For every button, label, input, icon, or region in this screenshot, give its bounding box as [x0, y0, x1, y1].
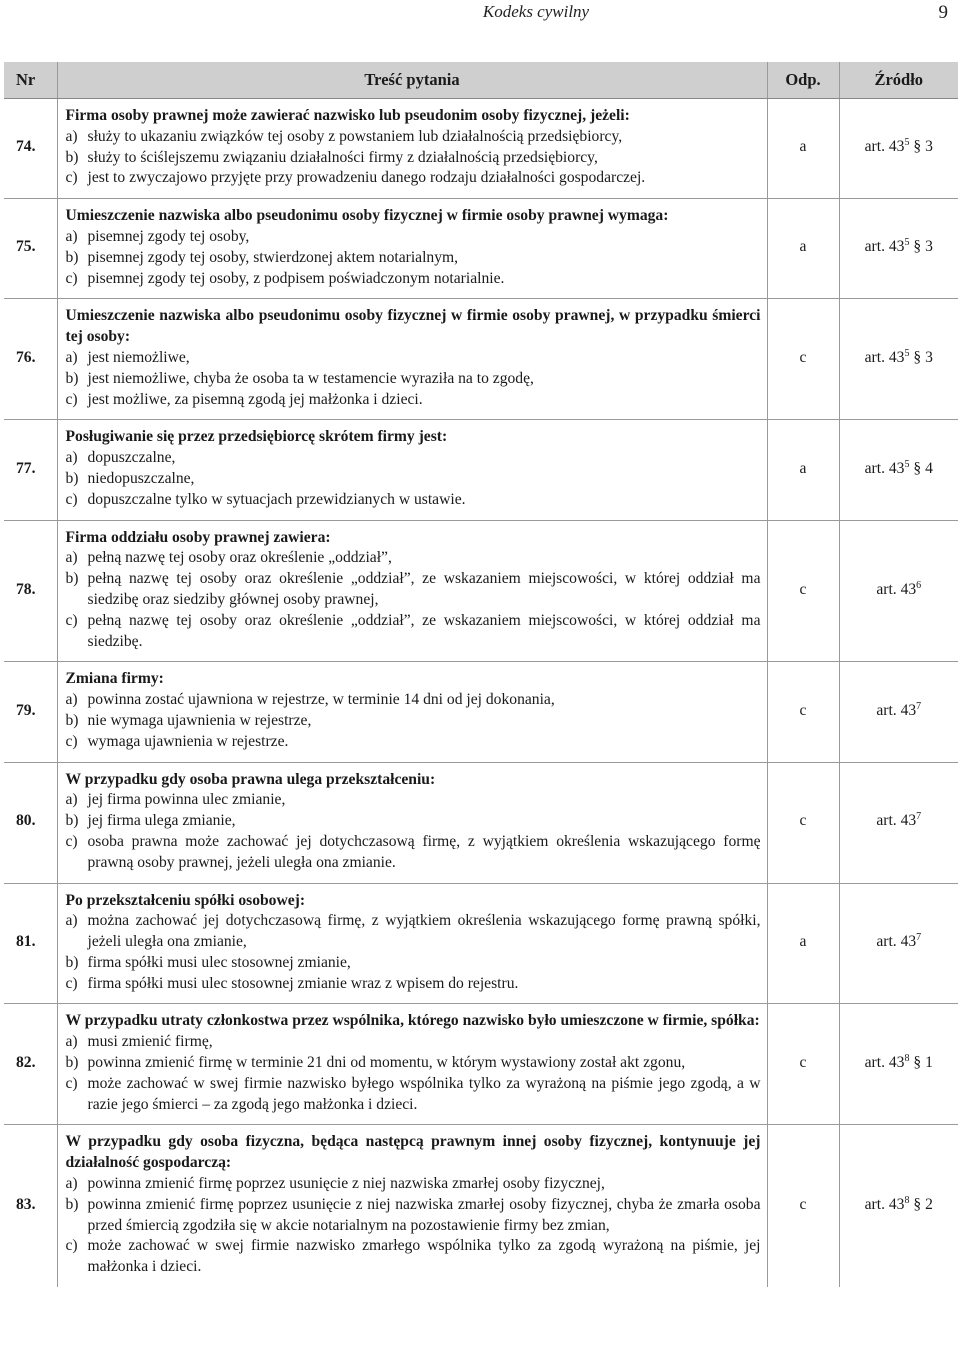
source-cell [839, 883, 958, 1004]
source-article: art. 43 [864, 138, 905, 156]
option-letter: b) [65, 148, 79, 166]
question-row [4, 99, 958, 199]
source-cell [839, 99, 958, 199]
option-text: powinna zmienić firmę w terminie 21 dni od momentu, w którym wystawiony został akt zgonu, [87, 1054, 686, 1072]
source-superscript: 7 [916, 700, 922, 712]
question-content [57, 199, 767, 299]
option-text: nie wymaga ujawnienia w rejestrze, [87, 711, 312, 729]
question-number: 78. [4, 520, 57, 662]
question-row [4, 662, 958, 762]
option-c [66, 974, 761, 995]
question-text: W przypadku gdy osoba prawna ulega przekształceniu: [65, 770, 436, 788]
option-text: służy to ściślejszemu związaniu działalności firmy z działalnością przedsiębiorcy, [87, 148, 598, 166]
source-article: art. 43 [876, 580, 917, 598]
option-letter: a) [65, 791, 78, 809]
question-text: W przypadku utraty członkostwa przez wspólnika, którego nazwisko było umieszczone w firmie, spółka: [65, 1012, 760, 1030]
option-b [66, 369, 761, 390]
option-text: jej firma powinna ulec zmianie, [87, 791, 286, 809]
option-letter: a) [65, 127, 78, 145]
question-content [57, 420, 767, 520]
source-superscript: 8 [904, 1052, 910, 1064]
option-letter: a) [65, 1175, 78, 1193]
option-text: dopuszczalne tylko w sytuacjach przewidzianych w ustawie. [87, 490, 466, 508]
option-letter: a) [65, 912, 78, 930]
question-content [57, 762, 767, 883]
source-paragraph: § 4 [909, 459, 933, 477]
option-text: pisemnej zgody tej osoby, [87, 227, 250, 245]
option-letter: a) [65, 549, 78, 567]
option-b [66, 811, 761, 832]
option-b [66, 469, 761, 490]
question-number: 82. [4, 1004, 57, 1125]
source-superscript: 7 [916, 810, 922, 822]
option-letter: c) [65, 1074, 78, 1092]
option-b [66, 1053, 761, 1074]
question-text: W przypadku gdy osoba fizyczna, będąca następcą prawnym innej osoby fizycznej, kontynuuje jej działalność gospodarczą: [65, 1133, 761, 1172]
answer-cell: a [767, 199, 839, 299]
source-paragraph: § 3 [909, 138, 933, 156]
question-row [4, 199, 958, 299]
source-article: art. 43 [876, 701, 917, 719]
question-row [4, 1125, 958, 1287]
question-number: 79. [4, 662, 57, 762]
option-text: wymaga ujawnienia w rejestrze. [87, 732, 289, 750]
option-text: dopuszczalne, [87, 449, 176, 467]
answer-cell: c [767, 520, 839, 662]
source-paragraph: § 3 [909, 238, 933, 256]
option-letter: c) [65, 390, 78, 408]
option-b [66, 148, 761, 169]
option-letter: b) [65, 953, 79, 971]
question-text: Po przekształceniu spółki osobowej: [65, 891, 306, 909]
table-header-row [4, 62, 958, 99]
option-text: służy to ukazaniu związków tej osoby z powstaniem lub działalnością przedsiębiorcy, [87, 127, 623, 145]
question-number: 77. [4, 420, 57, 520]
source-article: art. 43 [864, 238, 905, 256]
source-superscript: 5 [904, 237, 910, 249]
option-letter: c) [65, 732, 78, 750]
option-text: powinna zmienić firmę poprzez usunięcie z niej nazwiska zmarłej osoby fizycznej, [87, 1175, 605, 1193]
option-a [66, 690, 761, 711]
option-letter: b) [65, 570, 79, 588]
answer-cell: c [767, 299, 839, 420]
option-letter: c) [65, 169, 78, 187]
column-header-source: Źródło [839, 62, 958, 99]
question-row [4, 299, 958, 420]
source-cell [839, 1125, 958, 1287]
source-paragraph: § 3 [909, 348, 933, 366]
question-number: 76. [4, 299, 57, 420]
option-text: pełną nazwę tej osoby oraz określenie „oddział”, ze wskazaniem miejscowości, w której oddział ma siedzibę. [87, 611, 761, 650]
option-c [66, 269, 761, 290]
questions-body [4, 99, 958, 1288]
option-text: firma spółki musi ulec stosownej zmianie, [87, 953, 351, 971]
running-header [0, 0, 960, 30]
question-text: Umieszczenie nazwiska albo pseudonimu osoby fizycznej w firmie osoby prawnej wymaga: [65, 207, 669, 225]
question-content [57, 1004, 767, 1125]
option-letter: b) [65, 248, 79, 266]
source-paragraph: § 1 [909, 1054, 933, 1072]
source-superscript: 7 [916, 931, 922, 943]
answer-cell: c [767, 762, 839, 883]
option-b [66, 248, 761, 269]
running-title: Kodeks cywilny [482, 2, 590, 21]
option-a [66, 1032, 761, 1053]
column-header-content: Treść pytania [57, 62, 767, 99]
option-text: powinna zmienić firmę poprzez usunięcie z niej nazwiska zmarłej osoby fizycznej, chyba że zmarła osoba przed śmiercią zgodziła się w akcie notarialnym na pozostawienie firmy bez zmian, [87, 1195, 761, 1234]
answer-cell: a [767, 883, 839, 1004]
option-a [66, 1174, 761, 1195]
option-text: jej firma ulega zmianie, [87, 812, 236, 830]
option-text: można zachować jej dotychczasową firmę, z wyjątkiem określenia wskazującego formę prawną spółki, jeżeli uległa ona zmianie, [87, 912, 761, 951]
answer-cell: a [767, 99, 839, 199]
page-number: 9 [938, 2, 948, 23]
source-superscript: 5 [904, 458, 910, 470]
source-article: art. 43 [864, 459, 905, 477]
option-text: osoba prawna może zachować jej dotychczasową firmę, z wyjątkiem określenia wskazującego formę prawną osoby prawnej, jeżeli uległa ona zmianie. [87, 832, 761, 871]
question-text: Posługiwanie się przez przedsiębiorcę skrótem firmy jest: [65, 428, 448, 446]
option-c [66, 832, 761, 874]
option-letter: c) [65, 832, 78, 850]
column-header-answer: Odp. [767, 62, 839, 99]
question-row [4, 883, 958, 1004]
option-a [66, 911, 761, 953]
option-letter: c) [65, 1237, 78, 1255]
question-number: 81. [4, 883, 57, 1004]
option-b [66, 569, 761, 611]
question-text: Firma osoby prawnej może zawierać nazwisko lub pseudonim osoby fizycznej, jeżeli: [65, 107, 630, 124]
question-text: Firma oddziału osoby prawnej zawiera: [65, 528, 331, 546]
option-letter: b) [65, 1195, 79, 1213]
option-letter: b) [65, 369, 79, 387]
option-text: pełną nazwę tej osoby oraz określenie „oddział”, [87, 549, 392, 567]
option-text: musi zmienić firmę, [87, 1033, 213, 1051]
option-c [66, 490, 761, 511]
option-text: pisemnej zgody tej osoby, z podpisem poświadczonym notarialnie. [87, 269, 505, 287]
option-a [66, 348, 761, 369]
question-content [57, 883, 767, 1004]
option-b [66, 711, 761, 732]
option-a [66, 127, 761, 148]
option-letter: c) [65, 974, 78, 992]
source-superscript: 8 [904, 1194, 910, 1206]
option-letter: b) [65, 711, 79, 729]
source-article: art. 43 [876, 933, 917, 951]
question-number: 80. [4, 762, 57, 883]
question-content [57, 662, 767, 762]
option-text: firma spółki musi ulec stosownej zmianie wraz z wpisem do rejestru. [87, 974, 519, 992]
option-text: może zachować w swej firmie nazwisko byłego wspólnika tylko za wyrażoną na piśmie jego zgodą, a w razie jego śmierci – za zgodą jego małżonka i dzieci. [87, 1074, 761, 1113]
column-header-nr: Nr [4, 62, 57, 99]
question-number: 75. [4, 199, 57, 299]
answer-cell: c [767, 1004, 839, 1125]
option-letter: a) [65, 449, 78, 467]
option-text: jest możliwe, za pisemną zgodą jej małżonka i dzieci. [87, 390, 423, 408]
question-number: 83. [4, 1125, 57, 1287]
question-content [57, 1125, 767, 1287]
option-text: powinna zostać ujawniona w rejestrze, w terminie 14 dni od jej dokonania, [87, 691, 555, 709]
option-text: może zachować w swej firmie nazwisko zmarłego wspólnika tylko za zgodą wyrażoną na piśmie, jej małżonka i dzieci. [87, 1237, 761, 1276]
option-a [66, 548, 761, 569]
option-c [66, 168, 761, 189]
option-letter: a) [65, 348, 78, 366]
question-row [4, 1004, 958, 1125]
question-content [57, 299, 767, 420]
source-cell [839, 762, 958, 883]
source-cell [839, 420, 958, 520]
source-superscript: 6 [916, 579, 922, 591]
question-content [57, 520, 767, 662]
option-letter: c) [65, 490, 78, 508]
option-a [66, 790, 761, 811]
option-text: jest to zwyczajowo przyjęte przy prowadzeniu danego rodzaju działalności gospodarczej. [87, 169, 646, 187]
question-row [4, 520, 958, 662]
option-c [66, 1074, 761, 1116]
option-letter: a) [65, 1033, 78, 1051]
option-letter: c) [65, 611, 78, 629]
source-cell [839, 662, 958, 762]
option-text: niedopuszczalne, [87, 469, 195, 487]
source-superscript: 5 [904, 347, 910, 359]
source-article: art. 43 [864, 1195, 905, 1213]
source-article: art. 43 [864, 348, 905, 366]
option-b [66, 1195, 761, 1237]
source-cell [839, 1004, 958, 1125]
option-b [66, 953, 761, 974]
question-row [4, 420, 958, 520]
option-letter: a) [65, 691, 78, 709]
source-cell [839, 299, 958, 420]
option-text: jest niemożliwe, chyba że osoba ta w testamencie wyraziła na to zgodę, [87, 369, 534, 387]
option-c [66, 611, 761, 653]
option-letter: b) [65, 812, 79, 830]
source-cell [839, 520, 958, 662]
source-article: art. 43 [876, 812, 917, 830]
option-text: pisemnej zgody tej osoby, stwierdzonej aktem notarialnym, [87, 248, 459, 266]
question-text: Umieszczenie nazwiska albo pseudonimu osoby fizycznej w firmie osoby prawnej, w przypadku śmierci tej osoby: [65, 307, 761, 346]
source-superscript: 5 [904, 137, 910, 148]
source-paragraph: § 2 [909, 1195, 933, 1213]
question-text: Zmiana firmy: [65, 670, 164, 688]
option-letter: b) [65, 1054, 79, 1072]
option-a [66, 448, 761, 469]
option-c [66, 1236, 761, 1278]
answer-cell: c [767, 662, 839, 762]
option-text: pełną nazwę tej osoby oraz określenie „oddział”, ze wskazaniem miejscowości, w której oddział ma siedzibę oraz siedziby głównej osoby prawnej, [87, 570, 761, 608]
option-c [66, 390, 761, 411]
option-letter: b) [65, 469, 79, 487]
option-c [66, 732, 761, 753]
question-number: 74. [4, 99, 57, 199]
option-letter: a) [65, 227, 78, 245]
source-cell [839, 199, 958, 299]
option-text: jest niemożliwe, [87, 348, 190, 366]
option-a [66, 227, 761, 248]
question-content [57, 99, 767, 199]
option-letter: c) [65, 269, 78, 287]
answer-cell: c [767, 1125, 839, 1287]
question-row [4, 762, 958, 883]
source-article: art. 43 [864, 1054, 905, 1072]
answer-cell: a [767, 420, 839, 520]
questions-table [4, 62, 958, 1287]
